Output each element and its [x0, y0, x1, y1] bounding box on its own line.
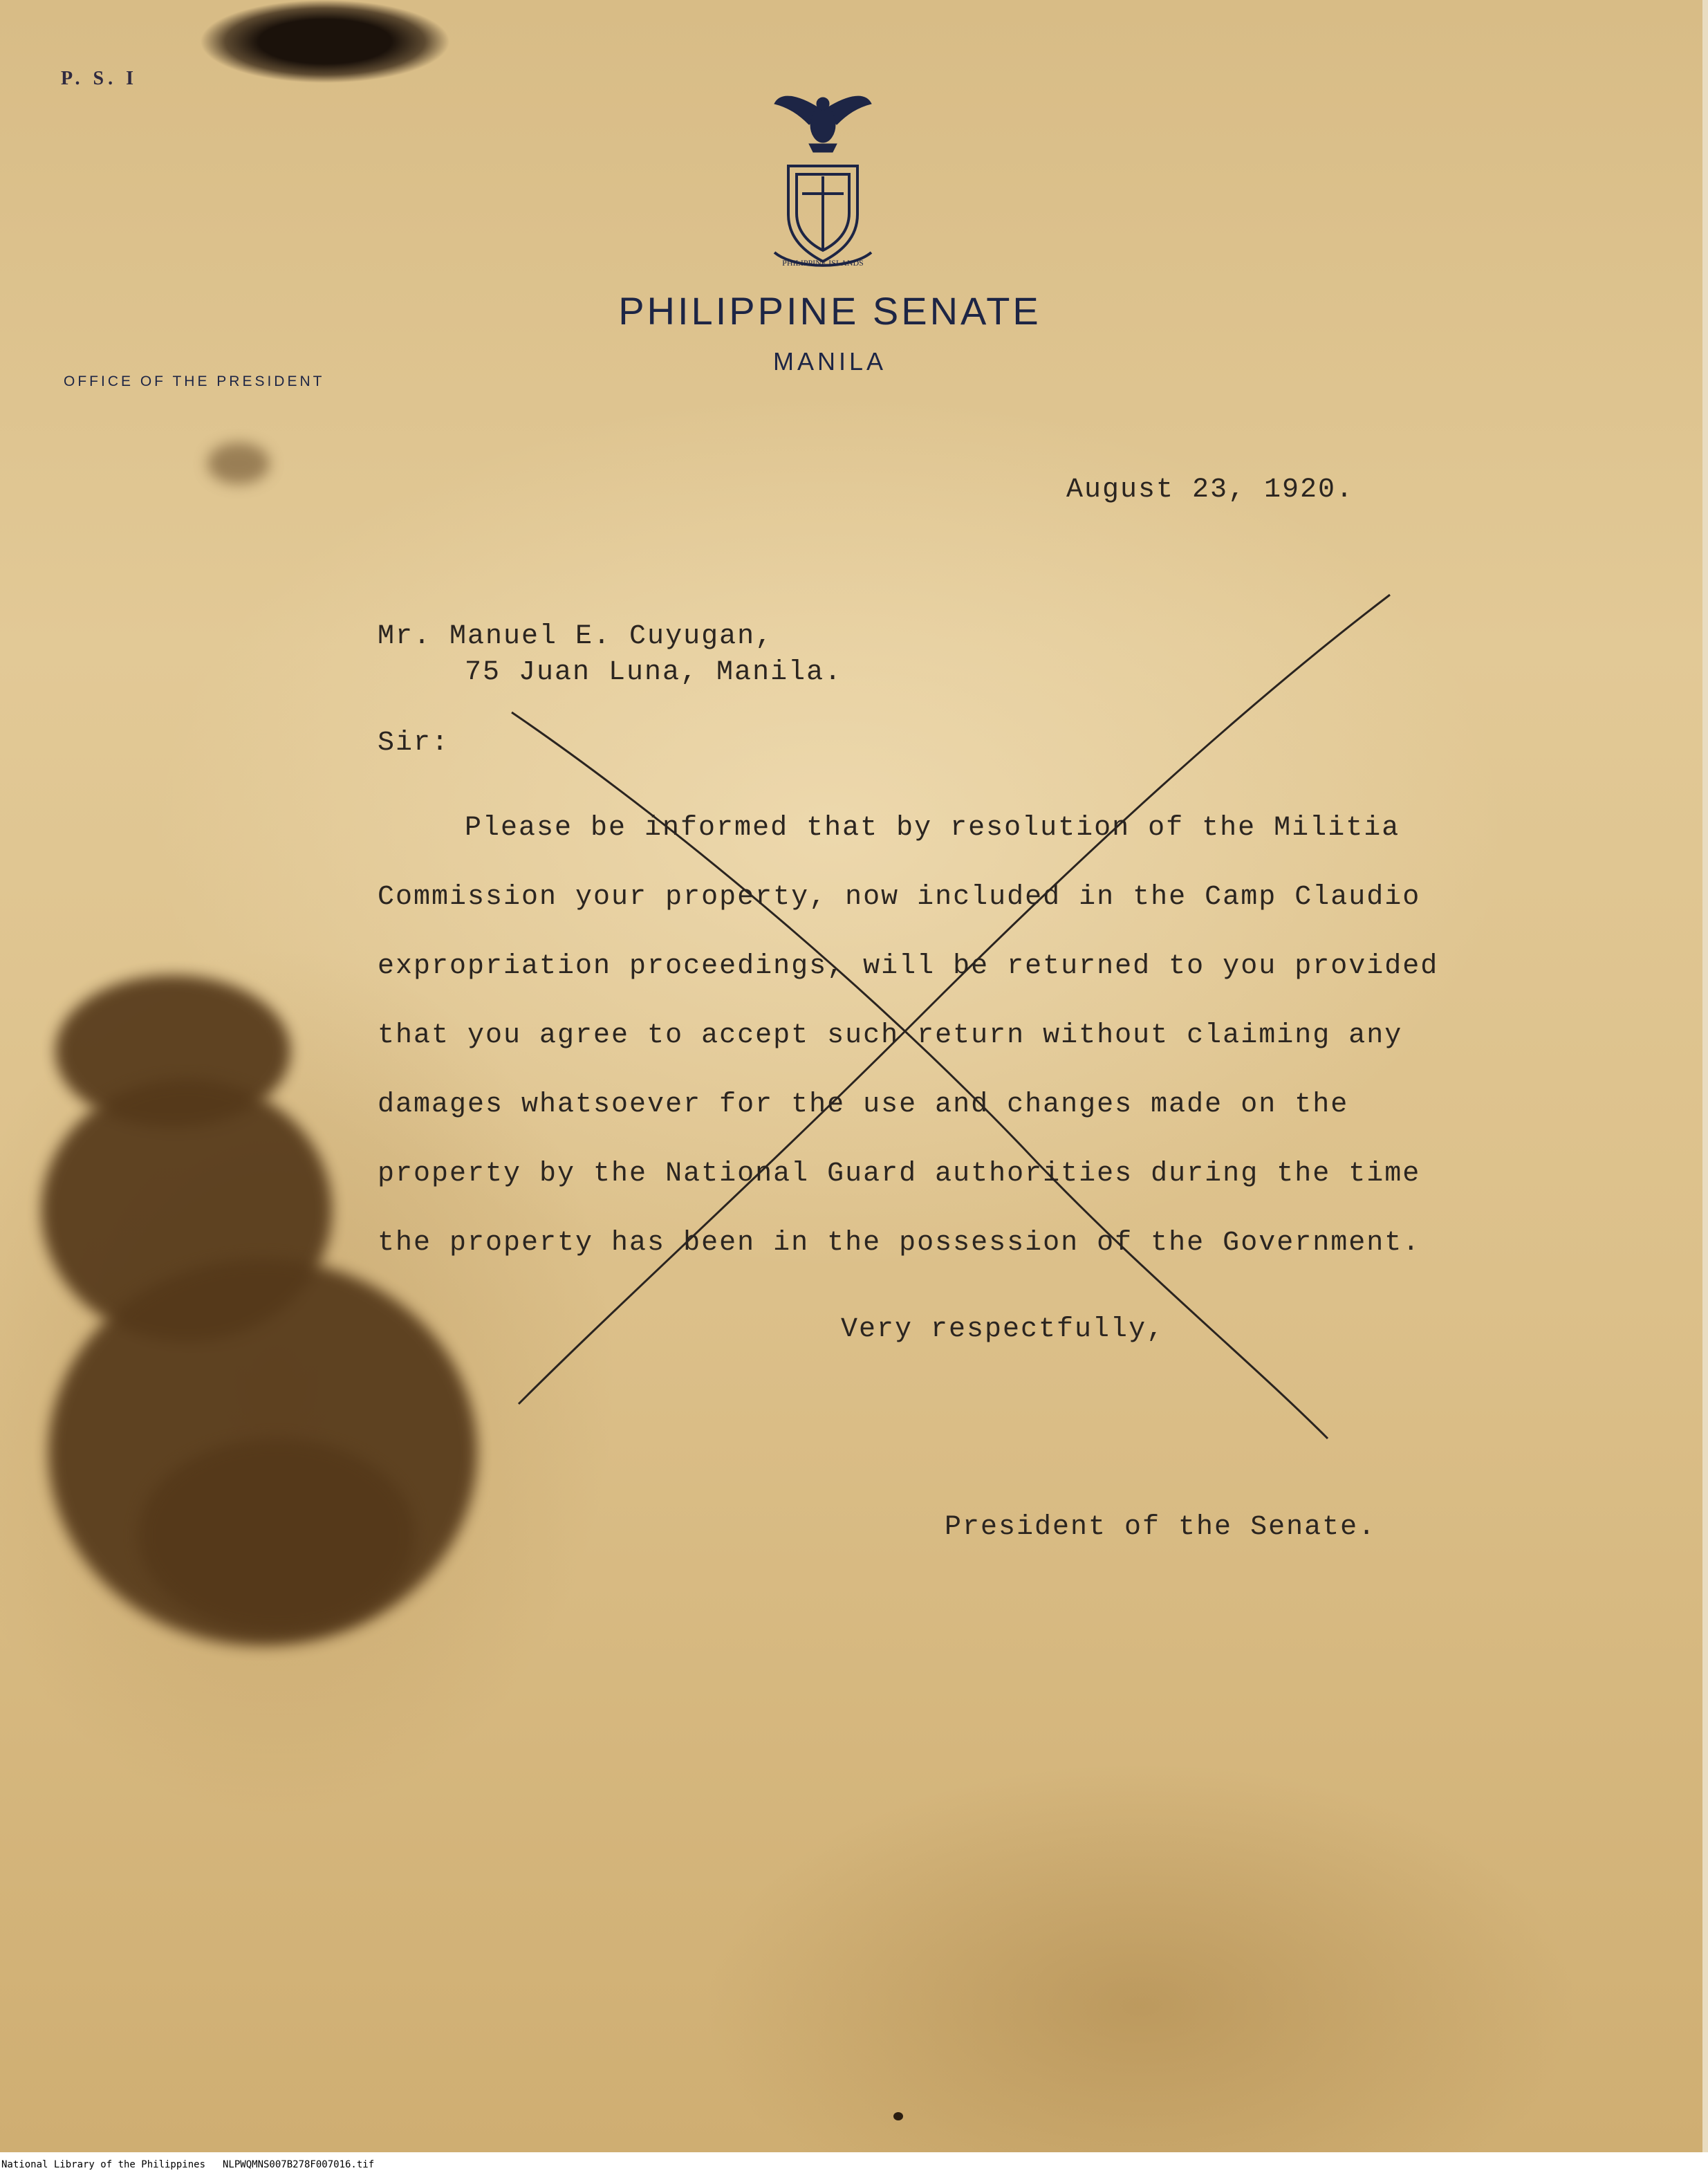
- library-credit: National Library of the Philippines: [1, 2159, 206, 2170]
- stain: [207, 443, 270, 484]
- salutation: Sir:: [378, 728, 450, 759]
- letterhead-city: MANILA: [772, 347, 887, 376]
- body-line: Commission your property, now included in the Camp Claudio: [378, 882, 1421, 913]
- signature-title: President of the Senate.: [945, 1512, 1377, 1543]
- senate-emblem: [761, 83, 885, 277]
- closing: Very respectfully,: [841, 1314, 1165, 1345]
- recipient-name: Mr. Manuel E. Cuyugan,: [378, 621, 774, 652]
- svg-text:PHILIPPINE ISLANDS: PHILIPPINE ISLANDS: [782, 258, 864, 268]
- stain: [138, 1439, 415, 1632]
- body-line: expropriation proceedings, will be returned to you provided: [378, 951, 1439, 982]
- burn-mark: [159, 0, 491, 111]
- body-line: the property has been in the possession of the Government.: [378, 1228, 1421, 1259]
- body-line: damages whatsoever for the use and changes made on the: [378, 1089, 1349, 1120]
- ink-dot: [893, 2112, 903, 2120]
- body-line: that you agree to accept such return without claiming any: [378, 1020, 1403, 1051]
- body-line: property by the National Guard authorities during the time: [378, 1158, 1421, 1190]
- body-line: Please be informed that by resolution of the Militia: [465, 813, 1400, 844]
- scan-footer: [0, 2159, 1708, 2173]
- recipient-address: 75 Juan Luna, Manila.: [465, 657, 843, 688]
- letter-date: August 23, 1920.: [1066, 474, 1355, 506]
- file-mark: P. S. I: [61, 68, 138, 89]
- scan-filename: NLPWQMNS007B278F007016.tif: [223, 2159, 375, 2170]
- letterhead: [539, 289, 1120, 376]
- office-label: OFFICE OF THE PRESIDENT: [64, 373, 325, 389]
- letterhead-title: PHILIPPINE SENATE: [618, 289, 1041, 333]
- letter-body: [378, 794, 1438, 1278]
